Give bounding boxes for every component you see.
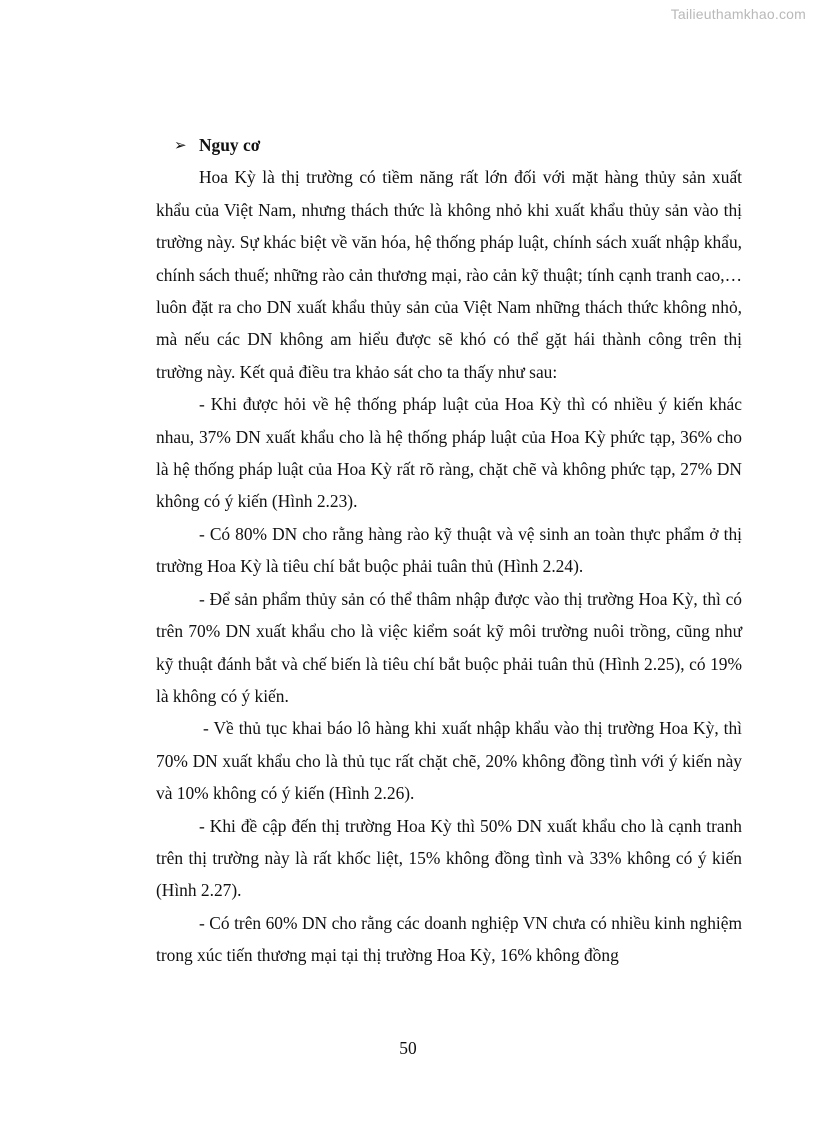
page-number: 50 — [399, 1038, 417, 1058]
section-heading — [156, 129, 742, 161]
document-body — [156, 129, 742, 972]
paragraph-intro: Hoa Kỳ là thị trường có tiềm năng rất lớn đối với mặt hàng thủy sản xuất khẩu của Việt Nam, nhưng thách thức là không nhỏ khi xuất khẩu thủy sản vào thị trường này. Sự khác biệt về văn hóa, hệ thống pháp luật, chính sách xuất nhập khẩu, chính sách thuế; những rào cản thương mại, rào cản kỹ thuật; tính cạnh tranh cao,… luôn đặt ra cho DN xuất khẩu thủy sản của Việt Nam những thách thức không nhỏ, mà nếu các DN không am hiểu được sẽ khó có thể gặt hái thành công trên thị trường này. Kết quả điều tra khảo sát cho ta thấy như sau: — [156, 167, 742, 382]
paragraph-competition: - Khi đề cập đến thị trường Hoa Kỳ thì 50% DN xuất khẩu cho là cạnh tranh trên thị trường này là rất khốc liệt, 15% không đồng tình và 33% không có ý kiến (Hình 2.27). — [156, 815, 742, 901]
arrow-bullet-icon: ➢ — [174, 136, 187, 154]
watermark: Tailieuthamkhao.com — [670, 6, 806, 22]
paragraph-environment-control: - Để sản phẩm thủy sản có thể thâm nhập được vào thị trường Hoa Kỳ, thì có trên 70% DN xuất khẩu cho là việc kiểm soát kỹ môi trường nuôi trồng, cũng như kỹ thuật đánh bắt và chế biến là tiêu chí bắt buộc phải tuân thủ (Hình 2.25), có 19% là không có ý kiến. — [156, 588, 742, 706]
paragraph-legal-system: - Khi được hỏi về hệ thống pháp luật của Hoa Kỳ thì có nhiều ý kiến khác nhau, 37% DN xuất khẩu cho là hệ thống pháp luật của Hoa Kỳ phức tạp, 36% cho là hệ thống pháp luật của Hoa Kỳ rất rõ ràng, chặt chẽ và không phức tạp, 27% DN không có ý kiến (Hình 2.23). — [156, 394, 742, 512]
section-heading-title: Nguy cơ — [199, 135, 261, 155]
paragraph-trade-promotion: - Có trên 60% DN cho rằng các doanh nghiệp VN chưa có nhiều kinh nghiệm trong xúc tiến thương mại tại thị trường Hoa Kỳ, 16% không đồng — [156, 912, 742, 966]
paragraph-declaration-procedure: - Về thủ tục khai báo lô hàng khi xuất nhập khẩu vào thị trường Hoa Kỳ, thì 70% DN xuất khẩu cho là thủ tục rất chặt chẽ, 20% không đồng tình với ý kiến này và 10% không có ý kiến (Hình 2.26). — [156, 718, 742, 804]
paragraph-technical-barriers: - Có 80% DN cho rằng hàng rào kỹ thuật và vệ sinh an toàn thực phẩm ở thị trường Hoa Kỳ là tiêu chí bắt buộc phải tuân thủ (Hình 2.24). — [156, 523, 742, 577]
